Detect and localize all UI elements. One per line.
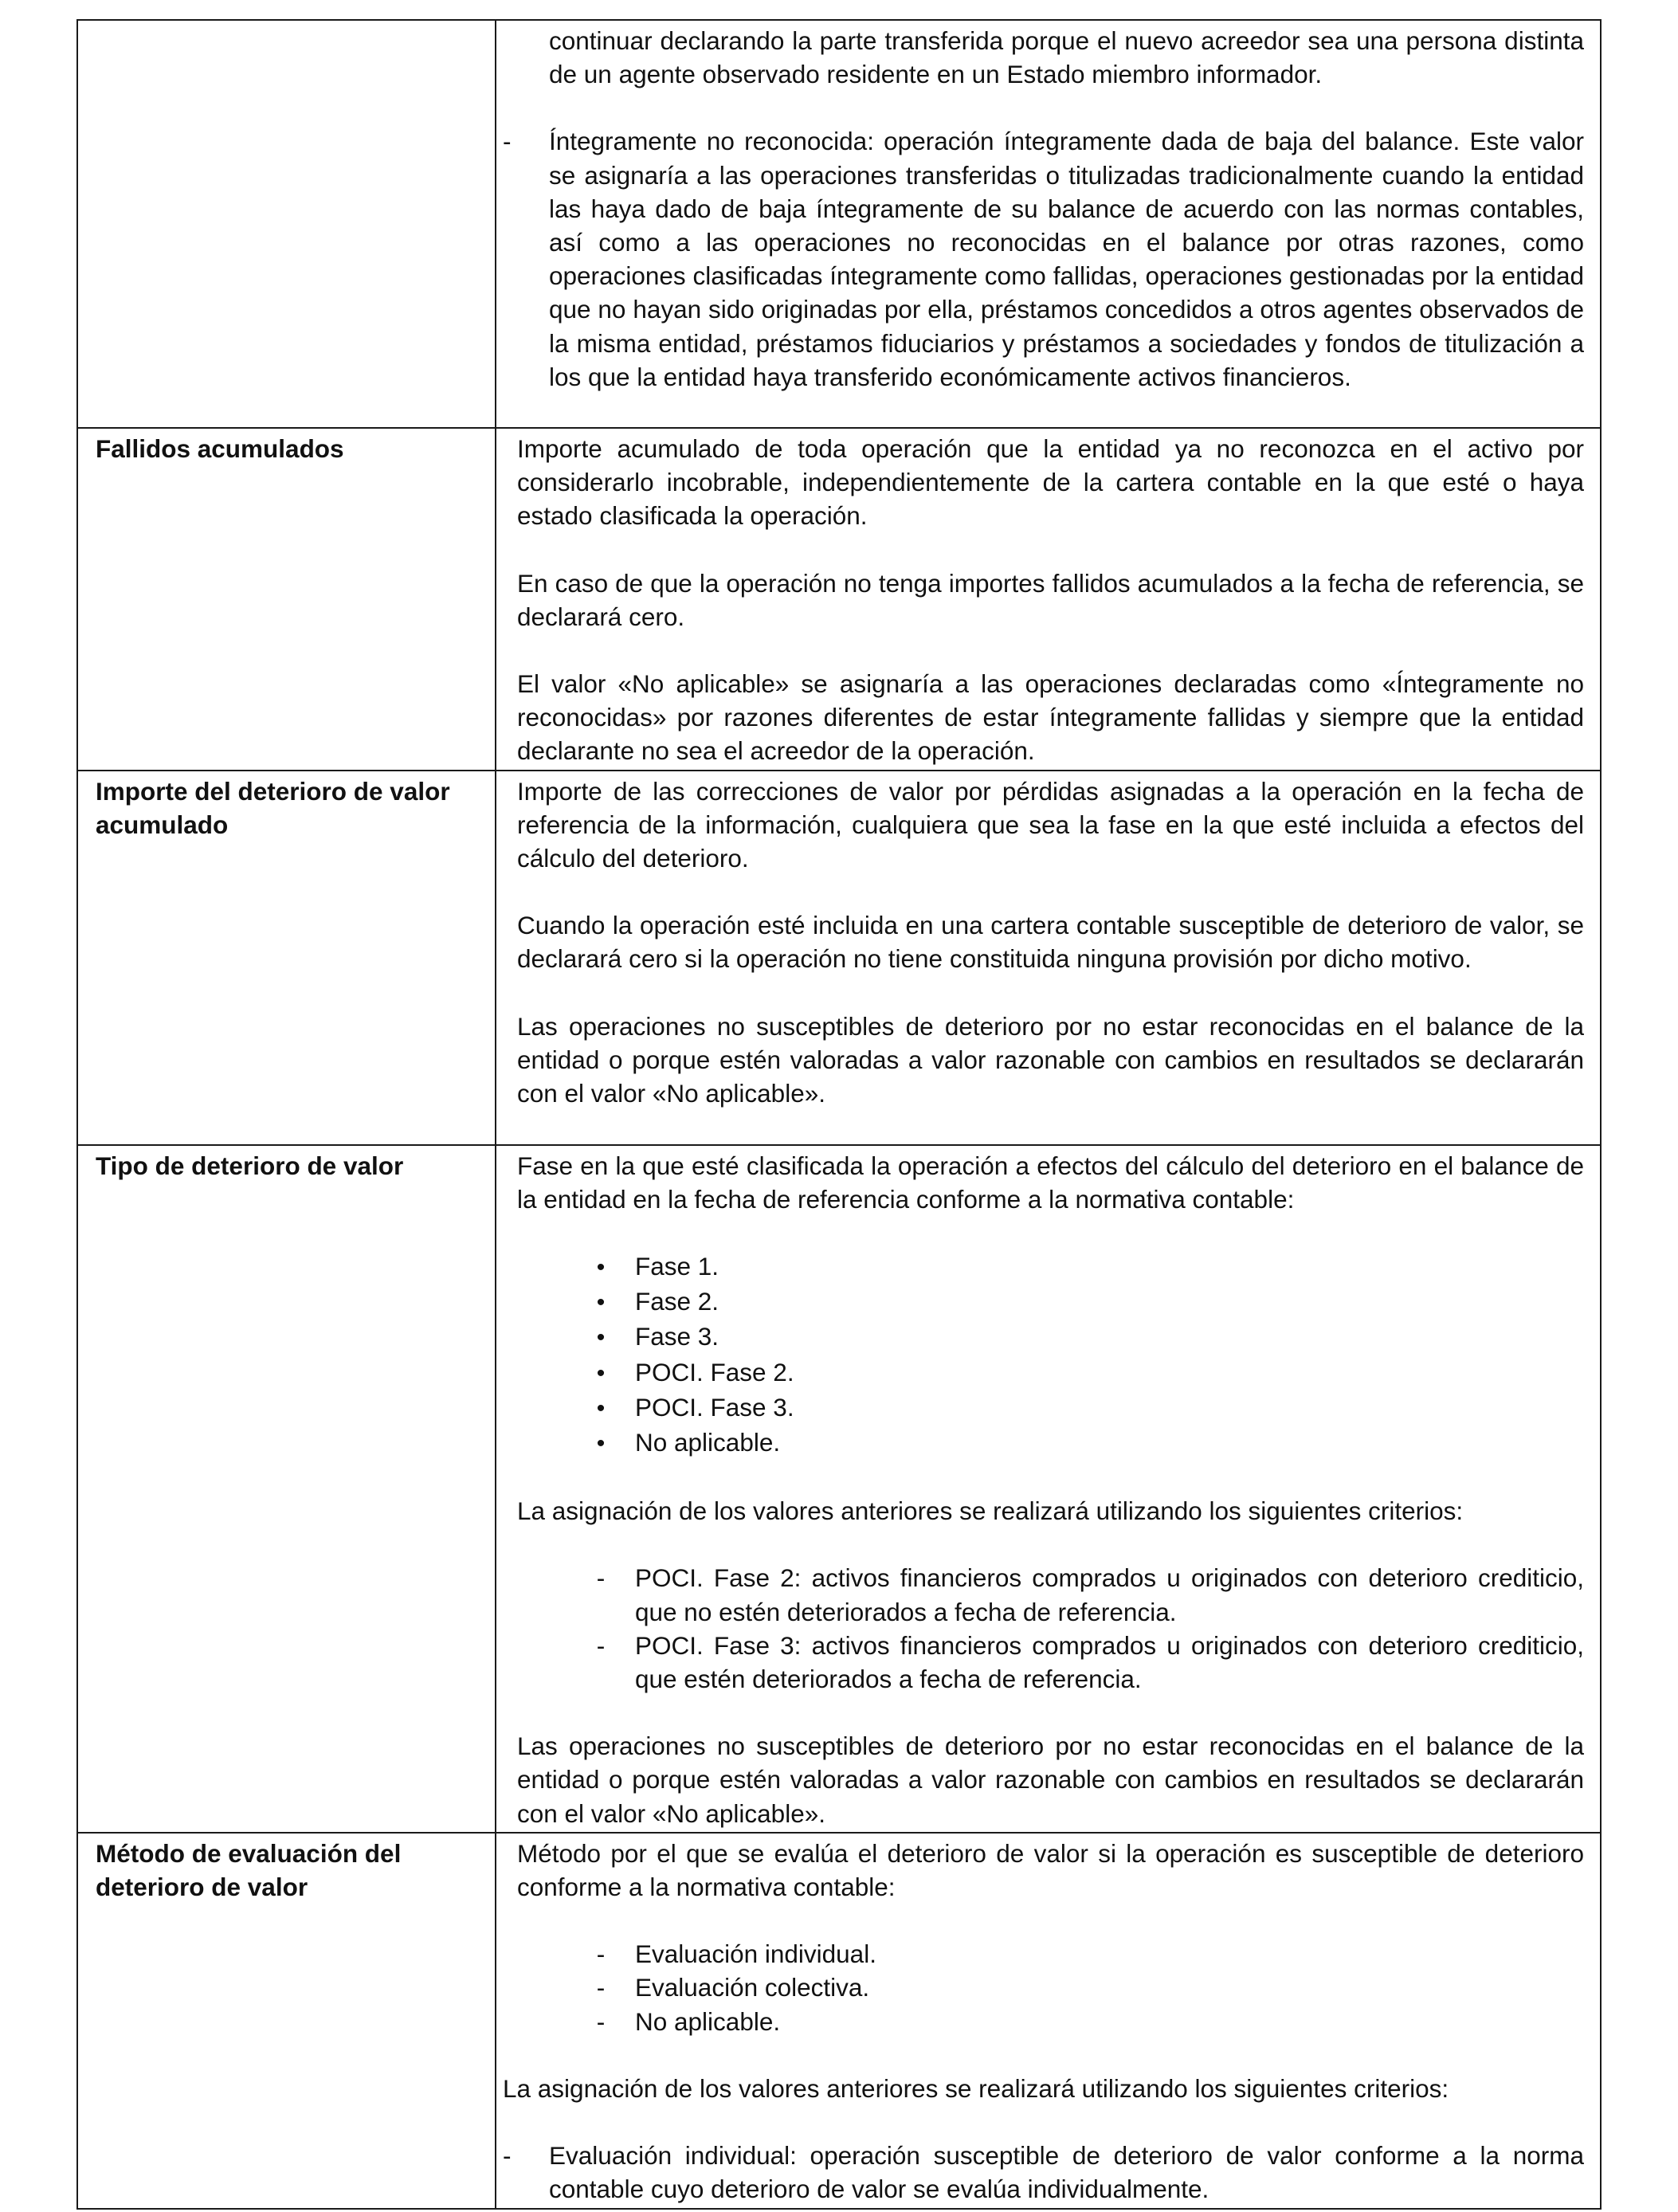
list-item [517,1355,1584,1390]
row-description [496,428,1601,771]
dash-marker: - [503,2141,512,2171]
dash-item-text: Íntegramente no reconocida: operación íntegramente dada de baja del balance. Este valor se asignaría a las operaciones transferidas o titulizadas tradicionalmente cuando la entidad las haya dado de baja íntegramente de su balance de acuerdo con las normas contables, así como a las operaciones no reconocidas en el balance por otras razones, como operaciones clasificadas íntegramente como fallidas, operaciones gestionadas por la entidad que no hayan sido originadas por ella, préstamos concedidos a otros agentes observados de la misma entidad, préstamos fiduciarios y préstamos a sociedades y fondos de titulización a los que la entidad haya transferido económicamente activos financieros. [549,127,1584,391]
list-item [517,1390,1584,1426]
option-text: POCI. Fase 2. [635,1357,794,1386]
bullet-marker: • [596,1324,606,1351]
paragraph: Importe de las correcciones de valor por pérdidas asignadas a la operación en la fecha de referencia de la información, cualquiera que sea la fase en la que esté incluida a efectos del cálculo del deterioro. [517,776,1584,873]
list-item [517,1971,1584,2004]
paragraph: Fase en la que esté clasificada la operación a efectos del cálculo del deterioro en el balance de la entidad en la fecha de referencia conforme a la normativa contable: [517,1151,1584,1214]
dash-list-item [503,2139,1584,2206]
row-description [496,20,1601,428]
table-row [77,1145,1601,1833]
dash-marker: - [596,1973,606,2002]
criteria-list [517,1561,1584,1696]
option-text: Evaluación individual. [635,1939,876,1969]
bullet-marker: • [596,1289,606,1316]
list-item [517,1284,1584,1320]
row-term: Método de evaluación del deterioro de valor [77,1833,496,2209]
dash-marker: - [596,1563,606,1593]
list-item [517,1426,1584,1461]
bullet-marker: • [596,1394,606,1422]
option-text: Fase 3. [635,1322,719,1351]
definitions-table [76,19,1602,2210]
row-description [496,1145,1601,1833]
paragraph: En caso de que la operación no tenga importes fallidos acumulados a la fecha de referencia, se declarará cero. [517,568,1584,631]
row-term: Tipo de deterioro de valor [77,1145,496,1833]
dash-marker: - [503,127,512,156]
option-text: Evaluación colectiva. [635,1973,870,2002]
option-text: No aplicable. [635,1428,781,1457]
criteria-text: POCI. Fase 2: activos financieros comprados u originados con deterioro crediticio, que no estén deteriorados a fecha de referencia. [635,1563,1584,1626]
dash-marker: - [596,2006,606,2036]
list-item [517,1320,1584,1355]
list-item [517,1629,1584,1696]
dash-marker: - [596,1939,606,1969]
dash-list-item [503,124,1584,394]
dash-marker: - [596,1630,606,1660]
paragraph: La asignación de los valores anteriores se realizará utilizando los siguientes criterios: [517,1496,1464,1526]
option-text: Fase 1. [635,1252,719,1281]
table-row [77,771,1601,1145]
list-item [517,1561,1584,1628]
method-options-list [517,1937,1584,2038]
paragraph: La asignación de los valores anteriores se realizará utilizando los siguientes criterios: [503,2073,1449,2103]
criteria-text: Evaluación individual: operación susceptible de deterioro de valor conforme a la norma contable cuyo deterioro de valor se evalúa individualmente. [549,2141,1584,2204]
bullet-marker: • [596,1254,606,1281]
bullet-marker: • [596,1430,606,1457]
continuation-text: continuar declarando la parte transferida porque el nuevo acreedor sea una persona distinta de un agente observado residente en un Estado miembro informador. [549,26,1584,89]
table-row [77,1833,1601,2209]
list-item [517,1937,1584,1971]
list-item [517,2005,1584,2038]
paragraph: Las operaciones no susceptibles de deterioro por no estar reconocidas en el balance de la entidad o porque estén valoradas a valor razonable con cambios en resultados se declararán con el valor «No aplicable». [517,1011,1584,1108]
row-description [496,1833,1601,2209]
table-row [77,428,1601,771]
paragraph: El valor «No aplicable» se asignaría a las operaciones declaradas como «Íntegramente no reconocidas» por razones diferentes de estar íntegramente fallidas y siempre que la entidad declarante no sea el acreedor de la operación. [517,669,1584,766]
list-item [517,1249,1584,1284]
paragraph: Importe acumulado de toda operación que la entidad ya no reconozca en el activo por considerarlo incobrable, independientemente de la cartera contable en la que esté o haya estado clasificada la operación. [517,434,1584,531]
bullet-marker: • [596,1359,606,1386]
row-term: Importe del deterioro de valor acumulado [77,771,496,1145]
row-term [77,20,496,428]
phase-options-list [517,1249,1584,1461]
row-description [496,771,1601,1145]
row-term: Fallidos acumulados [77,428,496,771]
paragraph: Cuando la operación esté incluida en una cartera contable susceptible de deterioro de valor, se declarará cero si la operación no tiene constituida ninguna provisión por dicho motivo. [517,911,1584,974]
paragraph: Las operaciones no susceptibles de deterioro por no estar reconocidas en el balance de la entidad o porque estén valoradas a valor razonable con cambios en resultados se declararán con el valor «No aplicable». [517,1732,1584,1828]
paragraph: Método por el que se evalúa el deterioro de valor si la operación es susceptible de deterioro conforme a la normativa contable: [517,1838,1584,1902]
criteria-text: POCI. Fase 3: activos financieros comprados u originados con deterioro crediticio, que estén deteriorados a fecha de referencia. [635,1630,1584,1694]
option-text: POCI. Fase 3. [635,1392,794,1422]
option-text: No aplicable. [635,2006,781,2036]
option-text: Fase 2. [635,1287,719,1316]
table-row [77,20,1601,428]
